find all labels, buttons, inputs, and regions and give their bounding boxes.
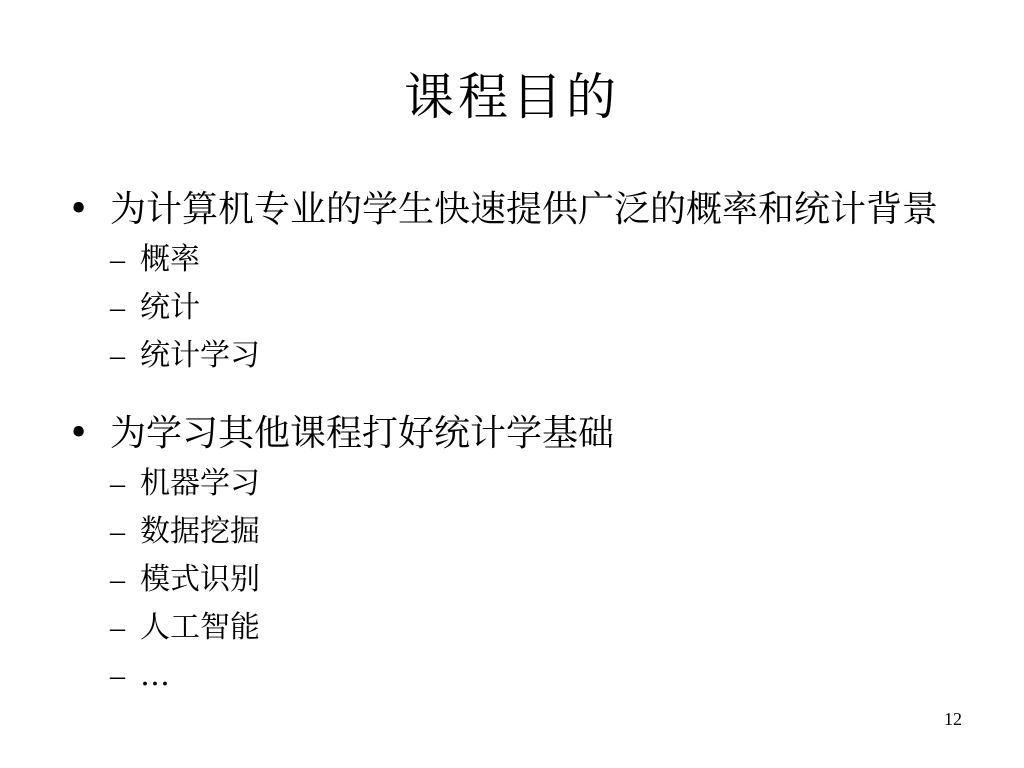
sub-bullet-text: 数据挖掘: [140, 514, 260, 549]
bullet-marker: •: [68, 413, 90, 454]
sub-bullet-item: [110, 556, 968, 604]
sub-bullet-text: 机器学习: [140, 466, 260, 501]
sub-bullet-list: [110, 460, 968, 700]
bullet-item: [68, 410, 968, 700]
sub-bullet-marker: –: [110, 339, 125, 372]
bullet-marker: •: [68, 189, 90, 230]
sub-bullet-item: [110, 508, 968, 556]
sub-bullet-marker: –: [110, 467, 125, 500]
sub-bullet-text: …: [140, 658, 170, 693]
bullet-list: [68, 186, 968, 700]
sub-bullet-item: [110, 460, 968, 508]
sub-bullet-marker: –: [110, 515, 125, 548]
sub-bullet-item: [110, 652, 968, 700]
sub-bullet-list: [110, 236, 968, 380]
sub-bullet-item: [110, 604, 968, 652]
sub-bullet-text: 人工智能: [140, 610, 260, 645]
sub-bullet-marker: –: [110, 291, 125, 324]
bullet-item: [68, 186, 968, 380]
sub-bullet-item: [110, 332, 968, 380]
sub-bullet-marker: –: [110, 659, 125, 692]
sub-bullet-marker: –: [110, 611, 125, 644]
bullet-text: 为计算机专业的学生快速提供广泛的概率和统计背景: [110, 189, 939, 230]
slide-title: 课程目的: [404, 68, 620, 126]
sub-bullet-marker: –: [110, 243, 125, 276]
sub-bullet-item: [110, 236, 968, 284]
sub-bullet-text: 概率: [140, 242, 200, 277]
sub-bullet-text: 统计: [140, 290, 200, 325]
sub-bullet-text: 统计学习: [140, 338, 260, 373]
bullet-text: 为学习其他课程打好统计学基础: [110, 413, 615, 454]
page-number: 12: [944, 709, 962, 729]
sub-bullet-item: [110, 284, 968, 332]
sub-bullet-marker: –: [110, 563, 125, 596]
sub-bullet-text: 模式识别: [140, 562, 260, 597]
